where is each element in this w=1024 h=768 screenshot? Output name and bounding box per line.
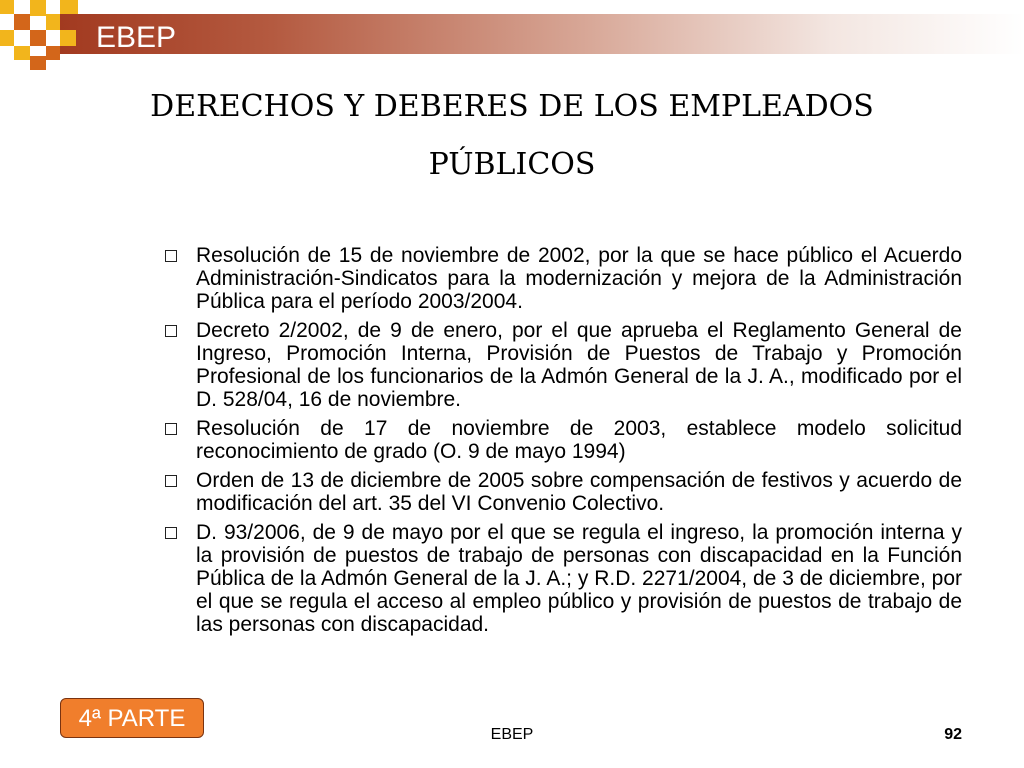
square-bullet-icon xyxy=(165,475,177,487)
page-title xyxy=(100,78,924,194)
legislation-list xyxy=(160,244,962,642)
list-item-text: D. 93/2006, de 9 de mayo por el que se regula el ingreso, la promoción interna y la provisión de puestos de trabajo de personas con discapacidad en la Función Pública de la Admón General de la J. A.; y R.D. 2271/2004, de 3 de diciembre, por el que se regula el acceso al empleo público y provisión de puestos de trabajo de las personas con discapacidad. xyxy=(196,521,962,636)
title-line-2: PÚBLICOS xyxy=(428,147,596,182)
list-item-text: Decreto 2/2002, de 9 de enero, por el que aprueba el Reglamento General de Ingreso, Promoción Interna, Provisión de Puestos de Trabajo y Promoción Profesional de los funcionarios de la Admón General de la J. A., modificado por el D. 528/04, 16 de noviembre. xyxy=(196,319,962,411)
title-line-1: DERECHOS Y DEBERES DE LOS EMPLEADOS xyxy=(150,89,874,124)
square-bullet-icon xyxy=(165,423,177,435)
list-item-text: Resolución de 15 de noviembre de 2002, por la que se hace público el Acuerdo Administración-Sindicatos para la modernización y mejora de la Administración Pública para el período 2003/2004. xyxy=(196,244,962,313)
header-brand: EBEP xyxy=(96,21,177,54)
list-item xyxy=(160,244,962,313)
list-item xyxy=(160,417,962,463)
list-item xyxy=(160,469,962,515)
list-item-text: Resolución de 17 de noviembre de 2003, establece modelo solicitud reconocimiento de grado (O. 9 de mayo 1994) xyxy=(196,417,962,463)
list-item-text: Orden de 13 de diciembre de 2005 sobre compensación de festivos y acuerdo de modificación del art. 35 del VI Convenio Colectivo. xyxy=(196,469,962,515)
part-4-button[interactable]: 4ª PARTE xyxy=(60,698,204,738)
footer-label: EBEP xyxy=(490,726,534,743)
square-bullet-icon xyxy=(165,325,177,337)
page-number: 92 xyxy=(944,726,962,743)
list-item xyxy=(160,521,962,636)
square-bullet-icon xyxy=(165,250,177,262)
list-item xyxy=(160,319,962,411)
square-bullet-icon xyxy=(165,527,177,539)
header-bar xyxy=(60,14,1024,54)
